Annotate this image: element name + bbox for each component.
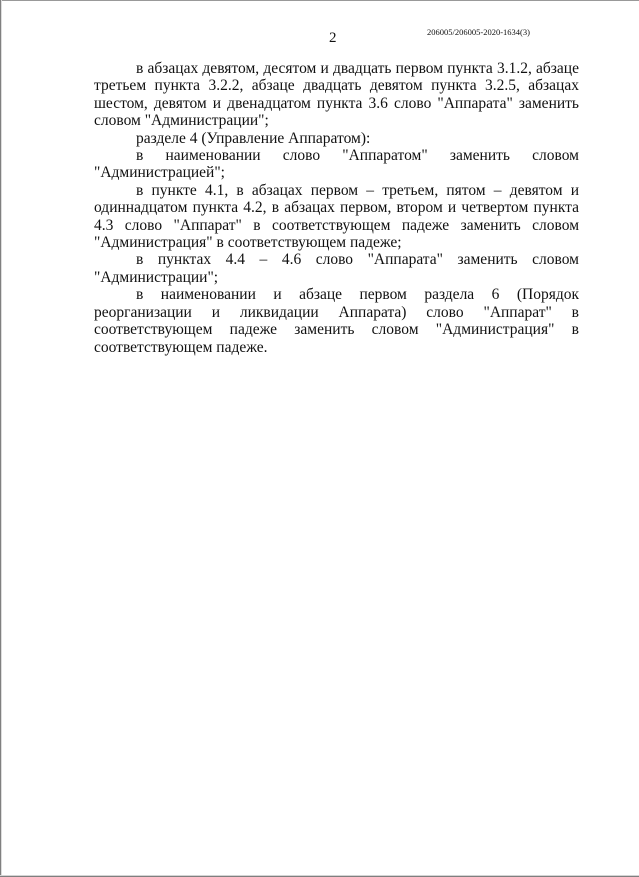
paragraph-2: разделе 4 (Управление Аппаратом):: [136, 129, 371, 147]
scan-edge-left: [0, 0, 2, 877]
paragraph-3: в наименовании слово "Аппаратом" заменить словом "Администрацией";: [94, 147, 579, 182]
paragraph-1: в абзацах девятом, десятом и двадцать первом пункта 3.1.2, абзаце третьем пункта 3.2.2, абзаце двадцать девятом пункта 3.2.5, абзацах шестом, девятом и двенадцатом пункта 3.6 слово "Аппарата" заменить словом "Администрации";: [94, 60, 579, 130]
page-number: 2: [329, 30, 337, 46]
paragraph-5: в пунктах 4.4 – 4.6 слово "Аппарата" заменить словом "Администрации";: [94, 251, 579, 286]
document-id: 206005/206005-2020-1634(3): [427, 27, 530, 37]
paragraph-4: в пункте 4.1, в абзацах первом – третьем, пятом – девятом и одиннадцатом пункта 4.2, в абзацах первом, втором и четвертом пункта 4.3 слово "Аппарат" в соответствующем падеже заменить словом "Администрация" в соответствующем падеже;: [94, 181, 579, 252]
document-body: [94, 60, 579, 356]
scan-edge-top: [0, 0, 639, 1]
paragraph-6: в наименовании и абзаце первом раздела 6 (Порядок реорганизации и ликвидации Аппарата) слово "Аппарат" в соответствующем падеже заменить словом "Администрация" в соответствующем падеже.: [94, 286, 579, 356]
